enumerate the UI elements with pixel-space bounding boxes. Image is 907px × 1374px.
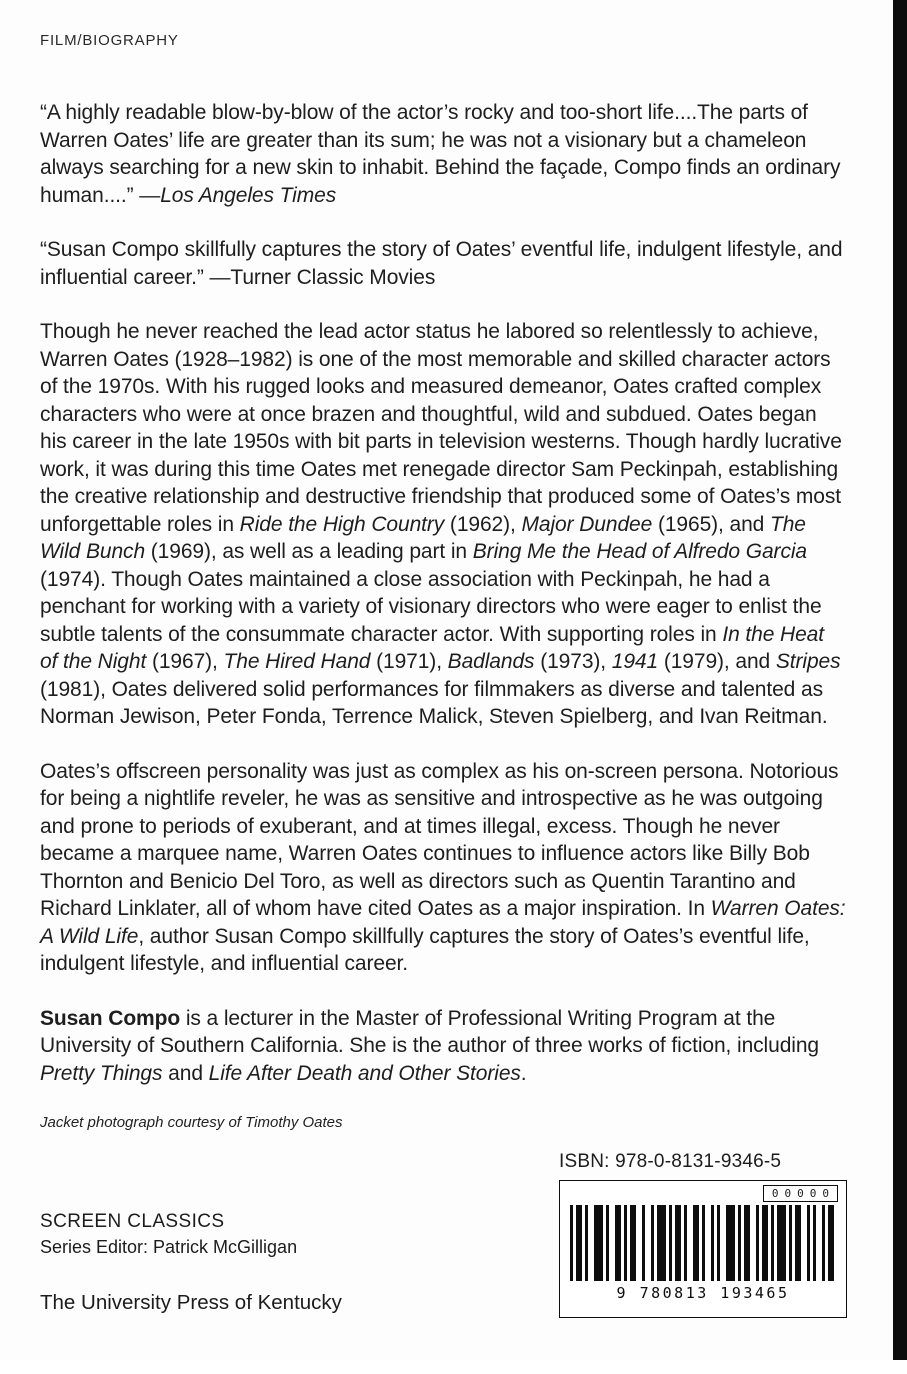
- category-label: FILM/BIOGRAPHY: [40, 32, 179, 49]
- spine-edge: [893, 0, 907, 1360]
- synopsis-paragraph-2: Oates’s offscreen personality was just as complex as his on-screen persona. Notorious for being a nightlife reveler, he was as sensitive and introspective as he was outgoing and prone to periods of exuberant, and at times illegal, excess. Though he never became a marquee name, Warren Oates continues to influence actors like Billy Bob Thornton and Benicio Del Toro, as well as directors such as Quentin Tarantino and Richard Linklater, all of whom have cited Oates as a major inspiration. In Warren Oates: A Wild Life, author Susan Compo skillfully captures the story of Oates’s eventful life, indulgent lifestyle, and influential career.: [40, 759, 846, 975]
- author-bio: Susan Compo is a lecturer in the Master of Professional Writing Program at the University of Southern California. She is the author of three works of fiction, including Pretty Things and Life After Death and Other Stories.: [40, 1006, 820, 1085]
- bottom-section: [40, 1149, 847, 1374]
- series-editor: Series Editor: Patrick McGilligan: [40, 1237, 298, 1257]
- isbn-block: [559, 1151, 847, 1318]
- review-quote-tcm: “Susan Compo skillfully captures the story of Oates’ eventful life, indulgent lifestyle, and influential career.” —Turner Classic Movies: [40, 238, 843, 289]
- synopsis-paragraph-1: Though he never reached the lead actor status he labored so relentlessly to achieve, Warren Oates (1928–1982) is one of the most memorable and skilled character actors of the 1970s. With his rugged looks and measured demeanor, Oates crafted complex characters who were at once brazen and thoughtful, wild and subdued. Oates began his career in the late 1950s with bit parts in television westerns. Though hardly lucrative work, it was during this time Oates met renegade director Sam Peckinpah, establishing the creative relationship and destructive friendship that produced some of Oates’s most unforgettable roles in Ride the High Country (1962), Major Dundee (1965), and The Wild Bunch (1969), as well as a leading part in Bring Me the Head of Alfredo Garcia (1974). Though Oates maintained a close association with Peckinpah, he had a penchant for working with a variety of visionary directors who were eager to enlist the subtle talents of the consummate character actor. With supporting roles in In the Heat of the Night (1967), The Hired Hand (1971), Badlands (1973), 1941 (1979), and Stripes (1981), Oates delivered solid performances for filmmakers as diverse and talented as Norman Jewison, Peter Fonda, Terrence Malick, Steven Spielberg, and Ivan Reitman.: [40, 320, 842, 728]
- photo-credit: Jacket photograph courtesy of Timothy Oates: [40, 1114, 343, 1131]
- isbn-label: ISBN: 978-0-8131-9346-5: [559, 1151, 782, 1172]
- barcode-number: 9 780813 193465: [616, 1284, 790, 1302]
- series-title: SCREEN CLASSICS: [40, 1211, 225, 1232]
- review-quote-la-times: “A highly readable blow-by-blow of the actor’s rocky and too-short life....The parts of Warren Oates’ life are greater than its sum; he was not a visionary but a chameleon always searching for a new skin to inhabit. Behind the façade, Compo finds an ordinary human....” —Los Angeles Times: [40, 101, 841, 207]
- imprint-block: [40, 1211, 342, 1315]
- barcode: [559, 1180, 847, 1318]
- barcode-supplement: 00000: [763, 1185, 838, 1202]
- barcode-bars: [570, 1205, 836, 1281]
- publisher-name: The University Press of Kentucky: [40, 1291, 342, 1314]
